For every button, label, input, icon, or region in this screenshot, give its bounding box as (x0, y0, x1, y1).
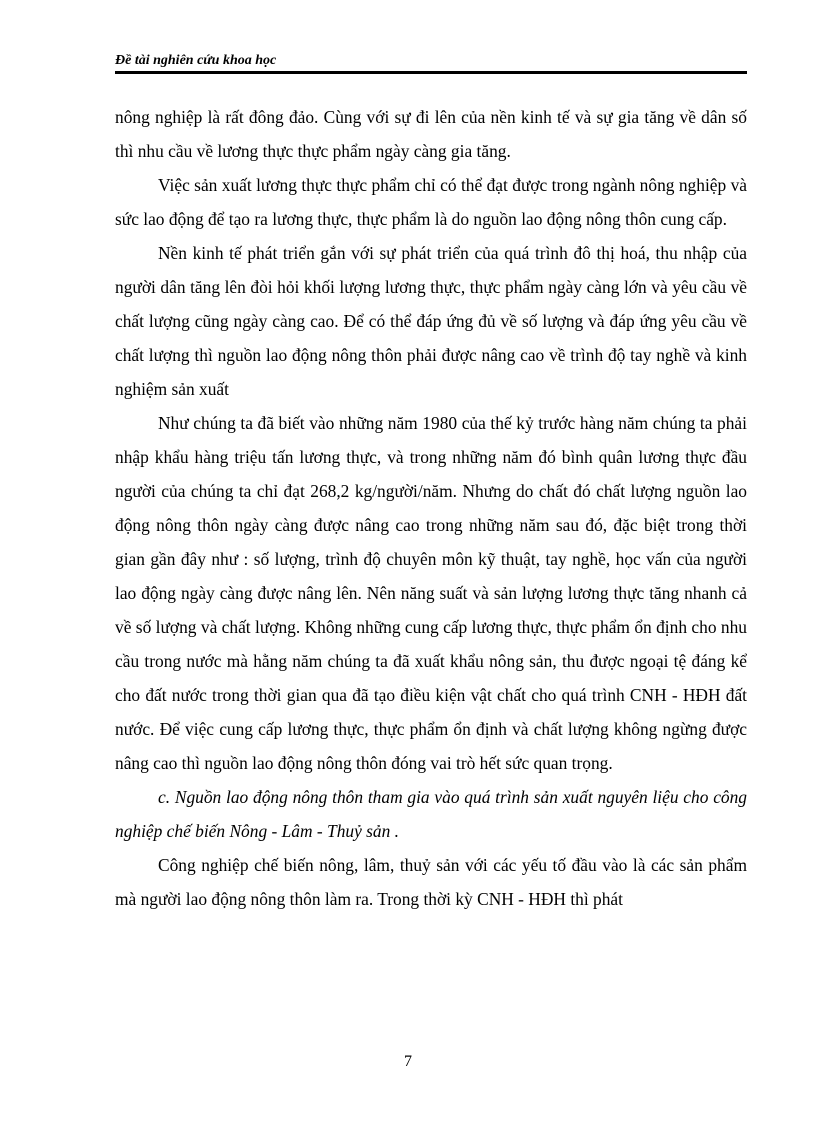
page-number: 7 (404, 1053, 412, 1070)
page-header (115, 52, 747, 74)
paragraph-continuation: nông nghiệp là rất đông đảo. Cùng với sự đi lên của nền kinh tế và sự gia tăng về dân số thì nhu cầu về lương thực thực phẩm ngày càng gia tăng. (115, 107, 747, 161)
header-divider (115, 71, 747, 74)
header-title: Đề tài nghiên cứu khoa học (115, 53, 277, 68)
paragraph-history-1980: Như chúng ta đã biết vào những năm 1980 của thế kỷ trước hàng năm chúng ta phải nhập khẩu hàng triệu tấn lương thực, và trong những năm đó bình quân lương thực đầu người của chúng ta chỉ đạt 268,2 kg/người/năm. Nhưng do chất đó chất lượng nguồn lao động nông thôn ngày càng được nâng cao trong những năm sau đó, đặc biệt trong thời gian gần đây như : số lượng, trình độ chuyên môn kỹ thuật, tay nghề, học vấn của người lao động ngày càng được nâng lên. Nên năng suất và sản lượng lương thực tăng nhanh cả về số lượng và chất lượng. Không những cung cấp lương thực, thực phẩm ổn định cho nhu cầu trong nước mà hằng năm chúng ta đã xuất khẩu nông sản, thu được ngoại tệ đáng kể cho đất nước trong thời gian qua đã tạo điều kiện vật chất cho quá trình CNH - HĐH đất nước. Để việc cung cấp lương thực, thực phẩm ổn định và chất lượng không ngừng được nâng cao thì nguồn lao động nông thôn đóng vai trò hết sức quan trọng. (115, 413, 747, 773)
section-heading-c: c. Nguồn lao động nông thôn tham gia vào quá trình sản xuất nguyên liệu cho công nghiệp chế biến Nông - Lâm - Thuỷ sản . (115, 787, 747, 841)
paragraph-urbanization: Nền kinh tế phát triển gắn với sự phát triển của quá trình đô thị hoá, thu nhập của người dân tăng lên đòi hỏi khối lượng lương thực, thực phẩm ngày càng lớn và yêu cầu về chất lượng cũng ngày càng cao. Để có thể đáp ứng đủ về số lượng và đáp ứng yêu cầu về chất lượng thì nguồn lao động nông thôn phải được nâng cao về trình độ tay nghề và kinh nghiệm sản xuất (115, 243, 747, 399)
paragraph-food-production: Việc sản xuất lương thực thực phẩm chỉ có thể đạt được trong ngành nông nghiệp và sức lao động để tạo ra lương thực, thực phẩm là do nguồn lao động nông thôn cung cấp. (115, 175, 747, 229)
paragraph-processing-industry: Công nghiệp chế biến nông, lâm, thuỷ sản với các yếu tố đầu vào là các sản phẩm mà người lao động nông thôn làm ra. Trong thời kỳ CNH - HĐH thì phát (115, 855, 747, 909)
document-body (115, 100, 747, 916)
